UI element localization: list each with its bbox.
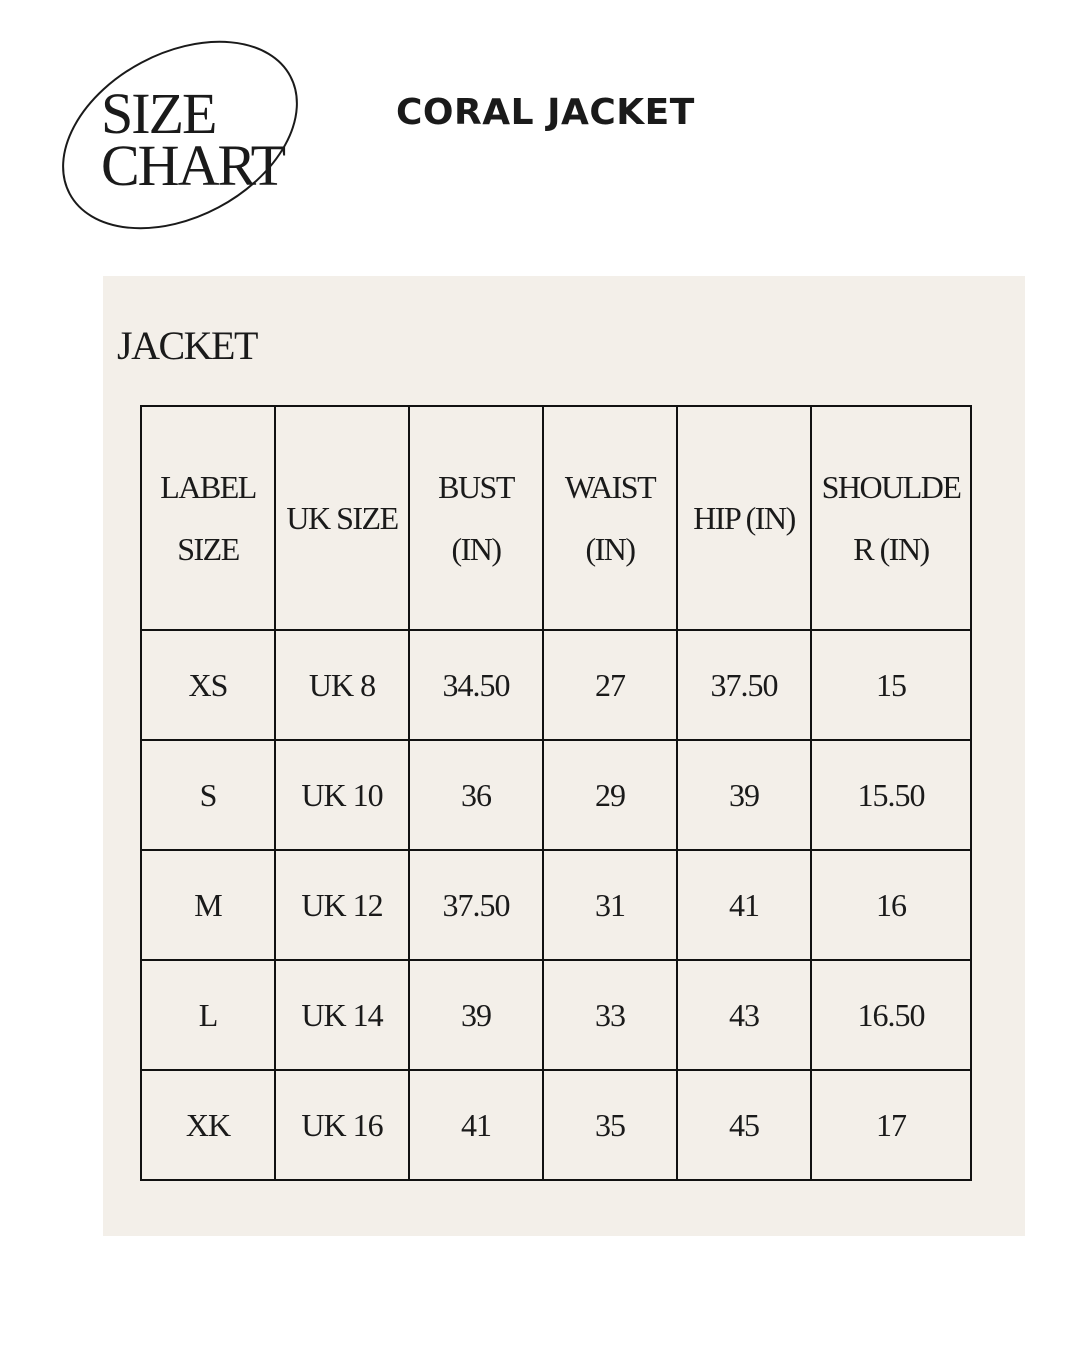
logo-text-size: SIZE [101,81,216,146]
cell-waist: 33 [543,960,677,1070]
cell-hip: 39 [677,740,811,850]
cell-shoulder: 16 [811,850,971,960]
table-header-row [141,406,971,630]
cell-bust: 34.50 [409,630,543,740]
cell-hip: 37.50 [677,630,811,740]
table-row [141,960,971,1070]
size-chart-panel [103,276,1025,1236]
cell-waist: 29 [543,740,677,850]
cell-uk-size: UK 8 [275,630,409,740]
cell-hip: 45 [677,1070,811,1180]
cell-uk-size: UK 12 [275,850,409,960]
column-header-hip: HIP (IN) [677,406,811,630]
cell-bust: 37.50 [409,850,543,960]
column-header-waist: WAIST (IN) [543,406,677,630]
cell-shoulder: 15 [811,630,971,740]
section-title: JACKET [117,323,257,368]
cell-label-size: XS [141,630,275,740]
cell-shoulder: 17 [811,1070,971,1180]
size-chart-logo [55,30,315,245]
cell-bust: 41 [409,1070,543,1180]
cell-waist: 31 [543,850,677,960]
product-title: CORAL JACKET [396,92,695,133]
cell-uk-size: UK 16 [275,1070,409,1180]
cell-uk-size: UK 14 [275,960,409,1070]
table-row [141,1070,971,1180]
cell-bust: 36 [409,740,543,850]
cell-shoulder: 16.50 [811,960,971,1070]
cell-waist: 27 [543,630,677,740]
cell-uk-size: UK 10 [275,740,409,850]
cell-bust: 39 [409,960,543,1070]
cell-label-size: L [141,960,275,1070]
cell-shoulder: 15.50 [811,740,971,850]
logo-text-chart: CHART [101,133,285,198]
cell-label-size: M [141,850,275,960]
table-row [141,740,971,850]
table-row [141,850,971,960]
size-table [140,405,972,1181]
column-header-bust: BUST (IN) [409,406,543,630]
column-header-shoulder: SHOULDE R (IN) [811,406,971,630]
cell-waist: 35 [543,1070,677,1180]
cell-hip: 41 [677,850,811,960]
column-header-label-size: LABEL SIZE [141,406,275,630]
cell-label-size: XK [141,1070,275,1180]
cell-hip: 43 [677,960,811,1070]
column-header-uk-size: UK SIZE [275,406,409,630]
table-row [141,630,971,740]
cell-label-size: S [141,740,275,850]
